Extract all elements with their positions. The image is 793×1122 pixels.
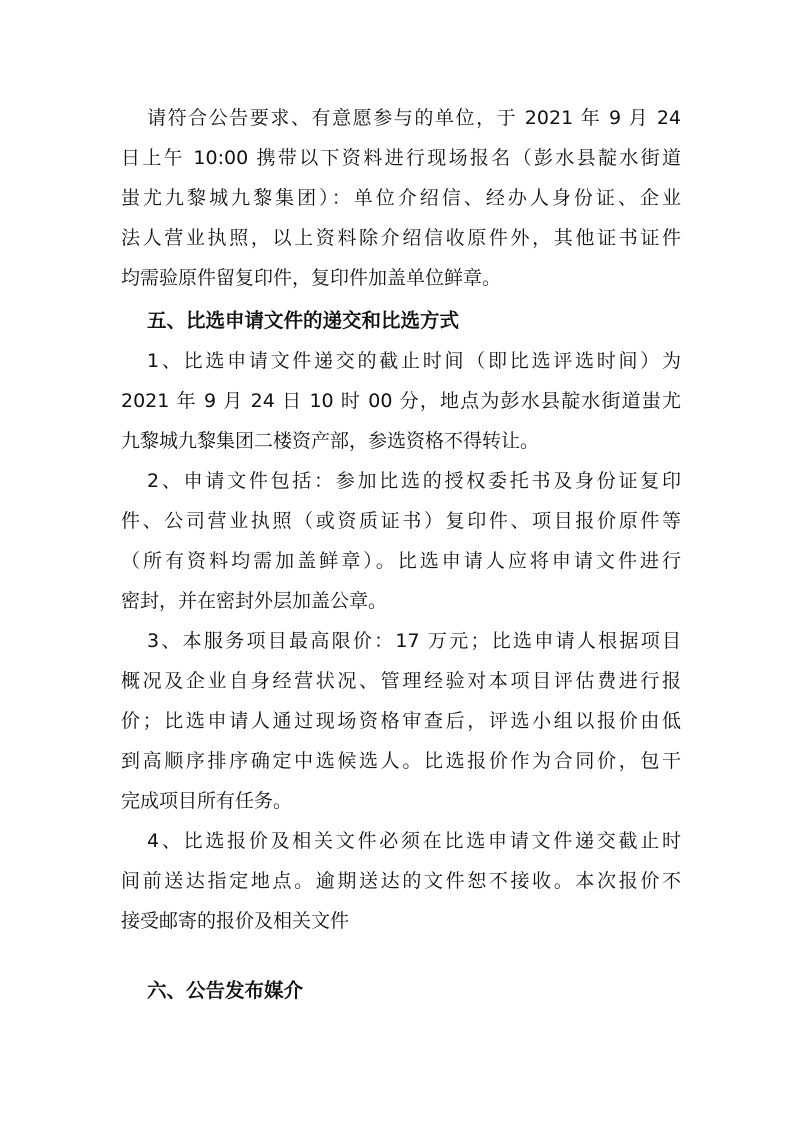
delivery-paragraph xyxy=(121,821,681,941)
text-line: 价；比选申请人通过现场资格审查后，评选小组以报价由低 xyxy=(121,710,681,732)
text-line: 3、本服务项目最高限价：17 万元；比选申请人根据项目 xyxy=(147,630,681,652)
text-line: 均需验原件留复印件，复印件加盖单位鲜章。 xyxy=(121,267,502,289)
text-line: 蚩尤九黎城九黎集团）：单位介绍信、经办人身份证、企业 xyxy=(121,187,681,209)
text-line: 到高顺序排序确定中选候选人。比选报价作为合同价，包干 xyxy=(121,750,681,772)
spacer xyxy=(121,941,681,968)
text-line: 2021 年 9 月 24 日 10 时 00 分，地点为彭水县靛水街道蚩尤 xyxy=(121,390,681,412)
documents-paragraph xyxy=(121,461,681,621)
section-heading-6: 六、公告发布媒介 xyxy=(147,979,304,1002)
text-line: 2、申请文件包括：参加比选的授权委托书及身份证复印 xyxy=(147,470,681,492)
text-line: 完成项目所有任务。 xyxy=(121,790,293,812)
registration-paragraph xyxy=(121,98,681,298)
text-line: 间前送达指定地点。逾期送达的文件恕不接收。本次报价不 xyxy=(121,870,681,892)
deadline-paragraph xyxy=(121,341,681,461)
text-line: （所有资料均需加盖鲜章）。比选申请人应将申请文件进行 xyxy=(121,550,681,572)
text-line: 密封，并在密封外层加盖公章。 xyxy=(121,590,388,612)
text-line: 接受邮寄的报价及相关文件 xyxy=(121,910,350,932)
section-heading-5: 五、比选申请文件的递交和比选方式 xyxy=(147,309,460,332)
text-line: 日上午 10:00 携带以下资料进行现场报名（彭水县靛水街道 xyxy=(121,147,681,169)
text-line: 4、比选报价及相关文件必须在比选申请文件递交截止时 xyxy=(147,830,681,852)
text-line: 件、公司营业执照（或资质证书）复印件、项目报价原件等 xyxy=(121,510,681,532)
document-body xyxy=(121,98,681,1011)
text-line: 法人营业执照，以上资料除介绍信收原件外，其他证书证件 xyxy=(121,227,681,249)
text-line: 概况及企业自身经营状况、管理经验对本项目评估费进行报 xyxy=(121,670,681,692)
text-line: 九黎城九黎集团二楼资产部，参选资格不得转让。 xyxy=(121,430,540,452)
text-line: 1、比选申请文件递交的截止时间（即比选评选时间）为 xyxy=(147,350,681,372)
price-limit-paragraph xyxy=(121,621,681,821)
text-line: 请符合公告要求、有意愿参与的单位，于 2021 年 9 月 24 xyxy=(147,107,681,129)
